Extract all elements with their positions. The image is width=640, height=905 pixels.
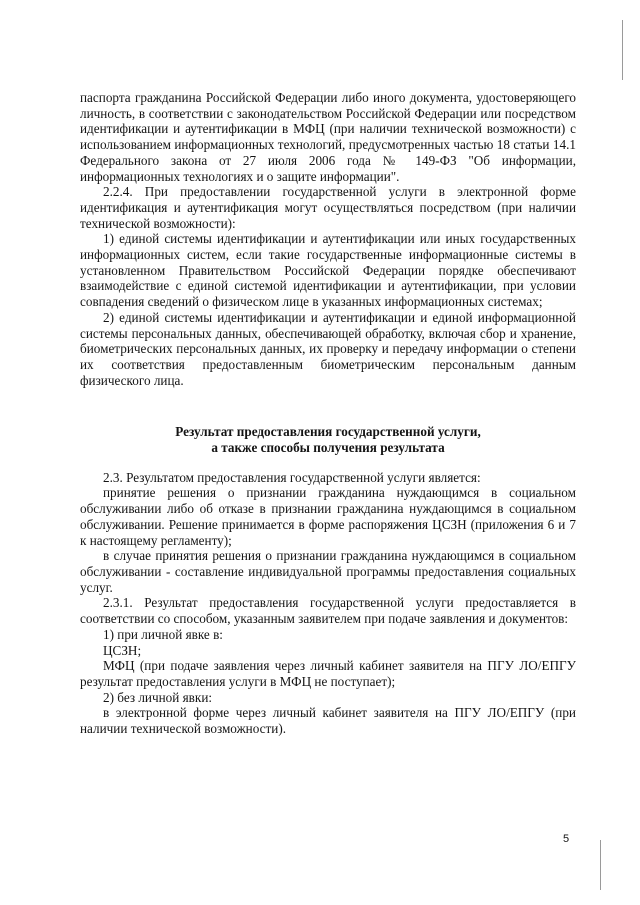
paragraph: 2) без личной явки:	[103, 689, 213, 705]
paragraph: в электронной форме через личный кабинет заявителя на ПГУ ЛО/ЕПГУ (при наличии технической возможности).	[80, 705, 576, 737]
paragraph: 1) при личной явке в:	[103, 626, 223, 642]
paragraph: ЦСЗН;	[103, 642, 142, 658]
section-heading	[80, 424, 576, 455]
document-body	[80, 90, 576, 737]
page-number: 5	[563, 833, 570, 845]
section-heading-line: Результат предоставления государственной услуги,	[175, 424, 481, 440]
scan-edge-line	[600, 840, 601, 890]
scan-edge-line	[622, 20, 623, 80]
paragraph: 2.3.1. Результат предоставления государственной услуги предоставляется в соответствии со способом, указанным заявителем при подаче заявления и документов:	[80, 595, 576, 627]
paragraph: 2.3. Результатом предоставления государственной услуги является:	[103, 469, 481, 485]
paragraph: 2.2.4. При предоставлении государственной услуги в электронной форме идентификация и аутентификация могут осуществляться посредством (при наличии технической возможности):	[80, 184, 576, 231]
section-heading-line: а также способы получения результата	[211, 440, 445, 456]
paragraph: паспорта гражданина Российской Федерации либо иного документа, удостоверяющего личность, в соответствии с законодательством Российской Федерации или посредством идентификации и аутентификации в МФЦ (при наличии технической возможности) с использованием информационных технологий, предусмотренных частью 18 статьи 14.1 Федерального закона от 27 июля 2006 года № 149-ФЗ "Об информации, информационных технологиях и о защите информации".	[80, 90, 576, 184]
paragraph: 2) единой системы идентификации и аутентификации и единой информационной системы персональных данных, обеспечивающей обработку, включая сбор и хранение, биометрических персональных данных, их проверку и передачу информации о степени их соответствия предоставленным биометрическим персональным данным физического лица.	[80, 309, 576, 388]
paragraph: МФЦ (при подаче заявления через личный кабинет заявителя на ПГУ ЛО/ЕПГУ результат предоставления услуги в МФЦ не поступает);	[80, 658, 576, 689]
paragraph: 1) единой системы идентификации и аутентификации или иных государственных информационных систем, если такие государственные информационные системы в установленном Правительством Российской Федерации порядке обеспечивают взаимодействие с единой системой идентификации и аутентификации, при условии совпадения сведений о физическом лице в указанных информационных системах;	[80, 231, 576, 310]
paragraph: в случае принятия решения о признании гражданина нуждающимся в социальном обслуживании - составление индивидуальной программы предоставления социальных услуг.	[80, 548, 576, 595]
paragraph: принятие решения о признании гражданина нуждающимся в социальном обслуживании либо об отказе в признании гражданина нуждающимся в социальном обслуживании. Решение принимается в форме распоряжения ЦСЗН (приложения 6 и 7 к настоящему регламенту);	[80, 485, 576, 548]
